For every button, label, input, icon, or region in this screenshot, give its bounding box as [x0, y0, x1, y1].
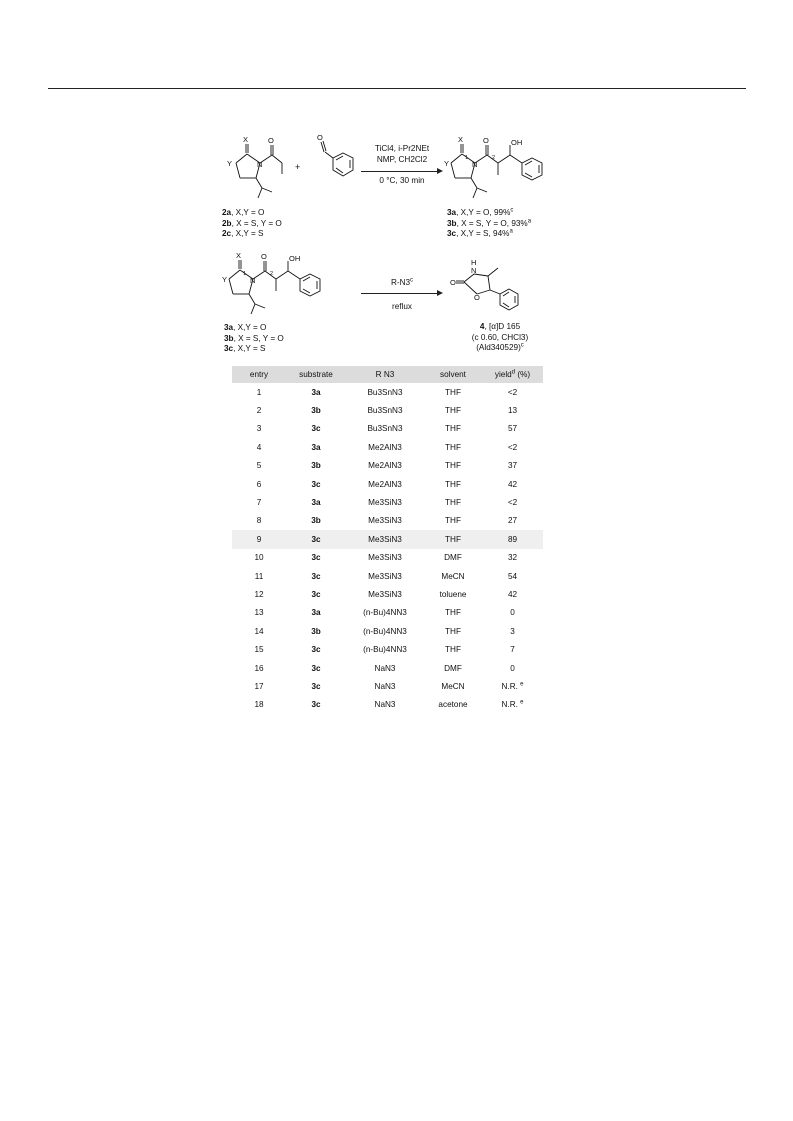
- cell-yield: 3: [510, 626, 515, 636]
- structure-2: [222, 132, 302, 207]
- table-row: [232, 420, 543, 438]
- labels-4: [450, 322, 550, 354]
- atom-y: Y: [444, 159, 450, 168]
- cell-substrate: 3a: [311, 498, 321, 508]
- page-top-rule: [48, 88, 746, 89]
- cell-solvent: THF: [445, 406, 461, 416]
- cell-rn3: Me3SiN3: [368, 589, 402, 599]
- cell-substrate: 3c: [311, 479, 321, 489]
- atom-o: O: [483, 136, 489, 145]
- label-3a-yield: 3a, X,Y = O, 99%$^c$: [447, 207, 514, 217]
- step1-conditions-top: [361, 144, 443, 165]
- table-row: [232, 512, 543, 530]
- atom-nh-h: H: [471, 258, 477, 267]
- table-row: [232, 401, 543, 419]
- table-row: [232, 677, 543, 695]
- cell-yield: 42: [507, 589, 518, 599]
- cell-yield: 89: [482, 530, 543, 548]
- labels-3-step1: [447, 208, 531, 240]
- labels-3-step2: [224, 323, 284, 355]
- atom-y: Y: [227, 159, 233, 168]
- atom-o: O: [268, 136, 274, 145]
- table-row: [232, 530, 543, 548]
- label-4-conditions: (c 0.60, CHCl3): [471, 332, 529, 342]
- cell-solvent: DMF: [444, 663, 462, 673]
- step2-reagent: R-N3$^c$: [390, 277, 414, 287]
- table-row: [232, 383, 543, 401]
- cell-solvent: toluene: [439, 589, 467, 599]
- atom-oh: OH: [511, 138, 523, 147]
- cell-yield: <2: [507, 442, 518, 452]
- cell-entry: 9: [232, 530, 286, 548]
- cell-yield: 27: [507, 516, 518, 526]
- cell-substrate: 3b: [311, 626, 321, 636]
- table-row: [232, 604, 543, 622]
- table-body: [232, 383, 543, 714]
- cell-rn3: Me3SiN3: [368, 553, 402, 563]
- cell-entry: 10: [254, 553, 264, 563]
- label-4-rotation: 4, [α]D 165: [479, 322, 521, 331]
- cell-entry: 15: [254, 645, 264, 655]
- table-row: [232, 585, 543, 603]
- cell-yield: 54: [507, 571, 518, 581]
- label-3b: 3b, X = S, Y = O: [224, 333, 284, 343]
- condition-line1: TiCl4, i-Pr2NEt: [374, 144, 430, 153]
- header-solvent: solvent: [424, 366, 482, 383]
- structure-3-substrate: [222, 250, 342, 322]
- step1-arrow: [361, 171, 437, 172]
- cell-entry: 6: [256, 479, 262, 489]
- label-3b-yield: 3b, X = S, Y = O, 93%$^a$: [447, 217, 532, 228]
- structure-4-drawing: [450, 254, 540, 319]
- table-row: [232, 659, 543, 677]
- table-row: [232, 696, 543, 714]
- atom-x: X: [243, 135, 249, 144]
- cell-yield: N.R. $^e$: [501, 681, 524, 691]
- header-entry: entry: [232, 366, 286, 383]
- cell-rn3: Me2AlN3: [368, 479, 402, 489]
- cell-solvent: THF: [424, 530, 482, 548]
- cell-solvent: MeCN: [441, 681, 465, 691]
- cell-solvent: MeCN: [441, 571, 465, 581]
- structure-benzaldehyde: [312, 132, 362, 192]
- cell-rn3: NaN3: [374, 681, 396, 691]
- label-2a: 2a, X,Y = O: [222, 208, 265, 217]
- table-row: [232, 438, 543, 456]
- labels-2: [222, 208, 282, 240]
- cell-rn3: Me3SiN3: [368, 516, 402, 526]
- atom-n: N: [472, 160, 478, 169]
- table-row: [232, 567, 543, 585]
- cell-substrate: 3b: [311, 406, 321, 416]
- cell-substrate: 3c: [286, 530, 346, 548]
- cell-solvent: THF: [445, 645, 461, 655]
- cell-entry: 3: [256, 424, 262, 434]
- cell-rn3: (n-Bu)4NN3: [363, 608, 407, 618]
- cell-solvent: THF: [445, 516, 461, 526]
- cell-substrate: 3c: [311, 553, 321, 563]
- cell-substrate: 3c: [311, 700, 321, 710]
- structure-4: [450, 254, 540, 319]
- cell-yield: 42: [507, 479, 518, 489]
- cell-yield: 32: [507, 553, 518, 563]
- step1-condition-line3: 0 °C, 30 min: [379, 176, 425, 185]
- cell-substrate: 3c: [311, 681, 321, 691]
- cell-rn3: Bu3SnN3: [367, 406, 403, 416]
- cell-entry: 18: [254, 700, 264, 710]
- cell-entry: 5: [256, 461, 262, 471]
- label-3c: 3c, X,Y = S: [224, 344, 266, 354]
- cell-yield: <2: [507, 498, 518, 508]
- cell-substrate: 3c: [311, 571, 321, 581]
- step2-arrow: [361, 293, 437, 294]
- label-2c: 2c, X,Y = S: [222, 229, 264, 239]
- cell-substrate: 3b: [311, 516, 321, 526]
- cell-entry: 4: [256, 442, 262, 452]
- condition-line2: NMP, CH2Cl2: [376, 154, 428, 164]
- cell-rn3: Bu3SnN3: [367, 387, 403, 397]
- cell-rn3: Me2AlN3: [368, 442, 402, 452]
- cell-rn3: Bu3SnN3: [367, 424, 403, 434]
- locant-2: 2: [492, 155, 496, 161]
- cell-entry: 12: [254, 589, 264, 599]
- header-substrate: substrate: [286, 366, 346, 383]
- table-row: [232, 475, 543, 493]
- cell-rn3: (n-Bu)4NN3: [363, 645, 407, 655]
- atom-o: O: [317, 133, 323, 142]
- cell-solvent: DMF: [444, 553, 462, 563]
- benzaldehyde-drawing: [312, 132, 362, 192]
- cell-rn3: Me2AlN3: [368, 461, 402, 471]
- cell-yield: 0: [510, 608, 515, 618]
- cell-solvent: THF: [445, 424, 461, 434]
- cell-entry: 17: [254, 681, 264, 691]
- cell-entry: 1: [256, 387, 262, 397]
- cell-solvent: THF: [445, 479, 461, 489]
- cell-entry: 7: [256, 498, 262, 508]
- cell-rn3: Me3SiN3: [368, 498, 402, 508]
- locant-2: 2: [270, 271, 274, 277]
- cell-solvent: THF: [445, 498, 461, 508]
- atom-ring-o: O: [474, 293, 480, 302]
- cell-solvent: THF: [445, 608, 461, 618]
- table-row: [232, 640, 543, 658]
- cell-yield: 37: [507, 461, 518, 471]
- cell-rn3: NaN3: [374, 663, 396, 673]
- results-table: [232, 366, 543, 714]
- locant-1: 1: [465, 155, 469, 161]
- cell-substrate: 3a: [311, 608, 321, 618]
- table-header-row: [232, 366, 543, 383]
- table-row: [232, 549, 543, 567]
- table-row: [232, 622, 543, 640]
- cell-solvent: THF: [445, 442, 461, 452]
- cell-rn3: Me3SiN3: [346, 530, 424, 548]
- atom-y: Y: [222, 275, 228, 284]
- cell-entry: 13: [254, 608, 264, 618]
- cell-entry: 14: [254, 626, 264, 636]
- cell-substrate: 3b: [311, 461, 321, 471]
- cell-substrate: 3c: [311, 424, 321, 434]
- cell-substrate: 3c: [311, 645, 321, 655]
- label-2b: 2b, X = S, Y = O: [222, 218, 282, 228]
- label-4-source: $(Ald340529)^c$: [476, 342, 524, 353]
- cell-rn3: Me3SiN3: [368, 571, 402, 581]
- cell-substrate: 3c: [311, 663, 321, 673]
- cell-rn3: (n-Bu)4NN3: [363, 626, 407, 636]
- cell-yield: 13: [507, 406, 518, 416]
- atom-o: O: [261, 252, 267, 261]
- table-row: [232, 457, 543, 475]
- cell-yield: <2: [507, 387, 518, 397]
- cell-substrate: 3a: [311, 442, 321, 452]
- cell-rn3: NaN3: [374, 700, 396, 710]
- atom-x: X: [458, 135, 464, 144]
- cell-entry: 16: [254, 663, 264, 673]
- step2-condition: reflux: [391, 302, 413, 311]
- atom-x: X: [236, 251, 242, 260]
- cell-yield: 0: [510, 663, 515, 673]
- header-yield: yield$^d$ (%): [482, 366, 543, 383]
- locant-1: 1: [243, 271, 247, 277]
- structure-3-drawing: [444, 132, 559, 207]
- cell-solvent: THF: [445, 461, 461, 471]
- structure-3-substrate-drawing: [222, 250, 342, 322]
- structure-3: [444, 132, 559, 207]
- cell-solvent: acetone: [438, 700, 468, 710]
- structure-2-drawing: [222, 132, 302, 207]
- cell-entry: 8: [256, 516, 262, 526]
- atom-o: O: [450, 278, 456, 287]
- cell-substrate: 3a: [311, 387, 321, 397]
- cell-solvent: THF: [445, 387, 461, 397]
- atom-nh-n: N: [471, 266, 477, 275]
- cell-solvent: THF: [445, 626, 461, 636]
- cell-yield: 57: [507, 424, 518, 434]
- label-3a: 3a, X,Y = O: [224, 323, 267, 332]
- table-row: [232, 493, 543, 511]
- plus-sign: +: [295, 162, 301, 172]
- cell-entry: 11: [254, 571, 264, 581]
- cell-yield: 7: [510, 645, 515, 655]
- atom-n: N: [257, 160, 263, 169]
- atom-oh: OH: [289, 254, 301, 263]
- cell-substrate: 3c: [311, 589, 321, 599]
- cell-yield: N.R. $^e$: [501, 699, 524, 710]
- cell-entry: 2: [256, 406, 262, 416]
- label-3c-yield: 3c, X,Y = S, 94%$^a$: [447, 228, 513, 239]
- atom-n: N: [250, 276, 256, 285]
- header-rn3: R N3: [346, 366, 424, 383]
